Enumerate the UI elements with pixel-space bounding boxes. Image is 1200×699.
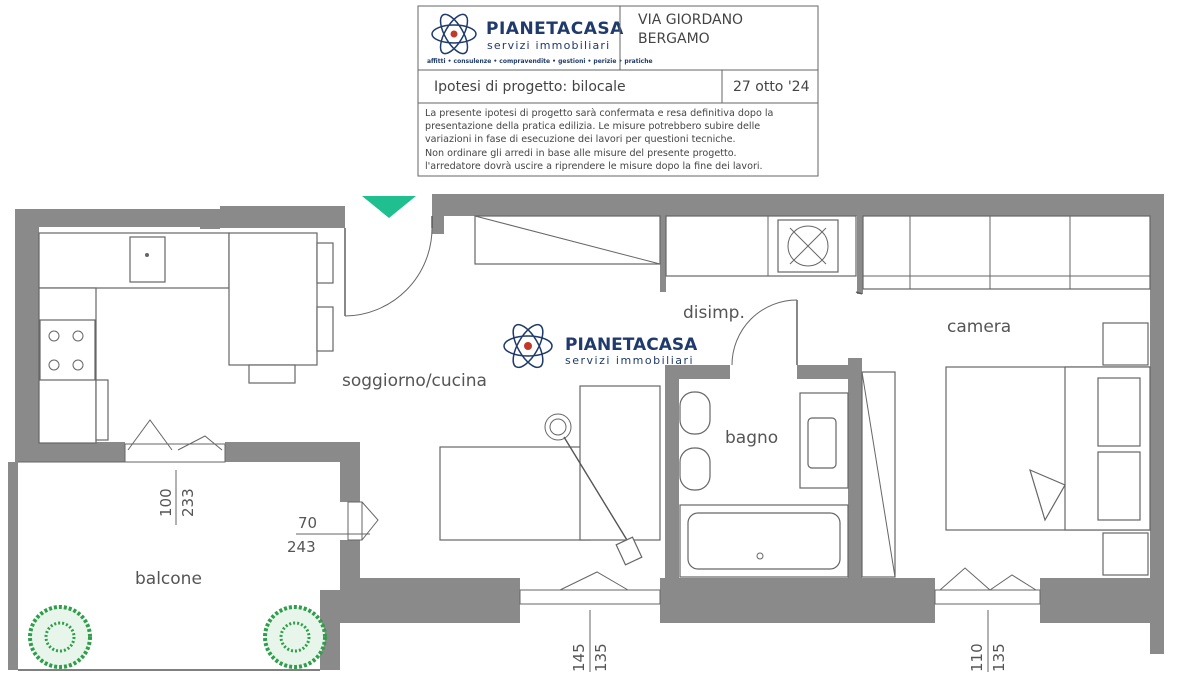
room-label-living: soggiorno/cucina (342, 371, 487, 391)
living-window (520, 572, 660, 604)
company-subtitle: servizi immobiliari (487, 39, 611, 52)
balcony-door-height: 100 (157, 488, 175, 517)
bedroom-wardrobe (863, 216, 1150, 289)
plant-icon (265, 607, 325, 667)
company-services: affitti • consulenze • compravendite • gestioni • perizie • pratiche (427, 58, 653, 65)
living-window-sill: 135 (592, 643, 610, 672)
address-line-1: VIA GIORDANO (638, 12, 744, 28)
kitchen-counter (39, 233, 229, 443)
disclaimer-line-2: presentazione della pratica edilizia. Le misure potrebbero subire delle (425, 121, 761, 132)
company-logo-icon (432, 10, 476, 57)
entrance-marker-icon (362, 196, 416, 218)
nightstand-bottom (1103, 533, 1148, 575)
bidet-icon (680, 448, 710, 490)
bedroom-closet (862, 372, 895, 577)
bedroom-window-height: 110 (968, 643, 986, 672)
room-label-bathroom: bagno (725, 428, 779, 448)
nightstand-top (1103, 323, 1148, 365)
entrance-door (345, 216, 432, 316)
disclaimer-line-3: variazioni in fase di esecuzione dei lavori per questioni tecniche. (425, 134, 736, 145)
project-title: Ipotesi di progetto: bilocale (434, 79, 626, 95)
side-window-sill: 243 (287, 538, 316, 556)
side-window-height: 70 (298, 514, 318, 532)
disclaimer-line-5: l'arredatore dovrà uscire a riprendere le misure dopo la fine dei lavori. (425, 161, 763, 172)
disimpegno-cabinet (666, 216, 856, 276)
watermark-logo-icon (504, 320, 552, 372)
toilet-icon (680, 392, 710, 434)
company-name: PIANETACASA (486, 19, 624, 39)
bedroom-window-sill: 135 (990, 643, 1008, 672)
watermark-name: PIANETACASA (565, 335, 698, 355)
dining-table (229, 233, 333, 383)
room-label-bedroom: camera (947, 317, 1012, 337)
sink-icon (130, 237, 165, 282)
double-bed (946, 367, 1150, 530)
plant-icon (30, 607, 90, 667)
project-date: 27 otto '24 (733, 79, 810, 95)
bathroom-fixtures (680, 392, 848, 577)
title-block-frame (418, 6, 818, 176)
watermark-subtitle: servizi immobiliari (565, 354, 695, 367)
address-line-2: BERGAMO (638, 31, 710, 47)
balcony-door-sill: 233 (179, 488, 197, 517)
room-label-hall: disimp. (683, 303, 745, 323)
cooktop-icon (40, 320, 95, 380)
balcony-door-window (125, 420, 225, 462)
disclaimer-line-1: La presente ipotesi di progetto sarà confermata e resa definitiva dopo la (425, 108, 774, 119)
living-window-height: 145 (570, 643, 588, 672)
bedroom-window (935, 568, 1040, 604)
sofa (440, 386, 660, 540)
disclaimer-line-4: Non ordinare gli arredi in base alle misure del presente progetto. (425, 148, 737, 159)
storage-cabinet (475, 216, 660, 264)
room-label-balcony: balcone (135, 569, 202, 589)
